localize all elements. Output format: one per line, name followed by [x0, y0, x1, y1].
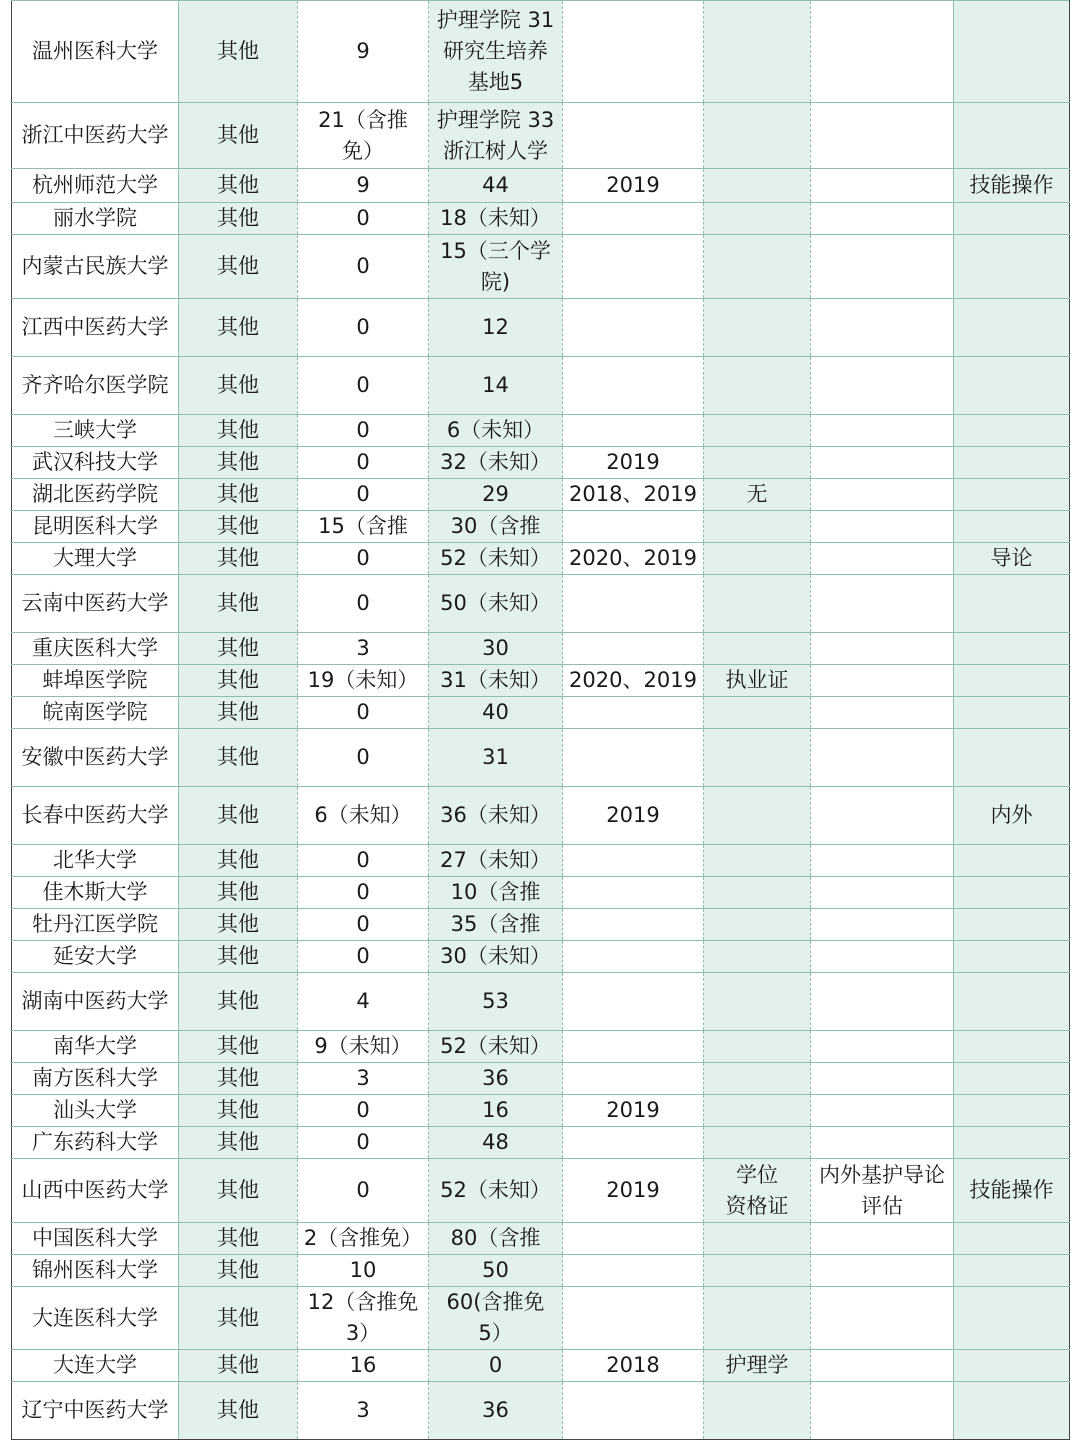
- table-cell-c7: [811, 511, 954, 543]
- table-cell-school: 南华大学: [12, 1031, 179, 1063]
- table-cell-c7: [811, 103, 954, 169]
- table-cell-year: [563, 103, 704, 169]
- table-cell-type: 其他: [179, 299, 298, 357]
- table-cell-year: [563, 235, 704, 299]
- table-cell-school: 三峡大学: [12, 415, 179, 447]
- table-cell-type: 其他: [179, 1287, 298, 1350]
- table-cell-c8: 导论: [954, 543, 1070, 575]
- table-cell-c7: [811, 1287, 954, 1350]
- table-cell-school: 南方医科大学: [12, 1063, 179, 1095]
- table-cell-c3: 3: [298, 1382, 429, 1440]
- table-row: [12, 941, 1070, 973]
- table-cell-c4: 10（含推: [429, 877, 563, 909]
- table-cell-c8: [954, 1, 1070, 103]
- table-cell-c4: 0: [429, 1350, 563, 1382]
- table-cell-type: 其他: [179, 203, 298, 235]
- table-cell-year: 2018、2019: [563, 479, 704, 511]
- table-cell-c8: [954, 1031, 1070, 1063]
- table-cell-c7: [811, 575, 954, 633]
- table-cell-c3: 4: [298, 973, 429, 1031]
- table-cell-type: 其他: [179, 1063, 298, 1095]
- table-row: [12, 235, 1070, 299]
- table-cell-type: 其他: [179, 357, 298, 415]
- table-cell-c6: [704, 697, 811, 729]
- table-cell-type: 其他: [179, 1095, 298, 1127]
- table-row: [12, 1063, 1070, 1095]
- table-cell-c6: [704, 357, 811, 415]
- table-cell-c3: 21（含推 免）: [298, 103, 429, 169]
- table-cell-c6: [704, 447, 811, 479]
- table-cell-c7: [811, 909, 954, 941]
- table-cell-school: 浙江中医药大学: [12, 103, 179, 169]
- table-cell-c8: [954, 633, 1070, 665]
- table-cell-type: 其他: [179, 845, 298, 877]
- table-cell-school: 辽宁中医药大学: [12, 1382, 179, 1440]
- table-cell-c8: [954, 299, 1070, 357]
- table-cell-type: 其他: [179, 909, 298, 941]
- table-cell-c7: [811, 633, 954, 665]
- table-cell-c7: [811, 235, 954, 299]
- table-cell-year: [563, 511, 704, 543]
- table-cell-c4: 44: [429, 169, 563, 203]
- table-cell-c8: [954, 203, 1070, 235]
- table-cell-c7: [811, 357, 954, 415]
- table-cell-c7: [811, 1223, 954, 1255]
- table-cell-c4: 14: [429, 357, 563, 415]
- table-cell-c6: [704, 1095, 811, 1127]
- table-cell-type: 其他: [179, 575, 298, 633]
- table-cell-c4: 6（未知）: [429, 415, 563, 447]
- table-cell-school: 延安大学: [12, 941, 179, 973]
- table-cell-school: 蚌埠医学院: [12, 665, 179, 697]
- table-cell-year: 2020、2019: [563, 543, 704, 575]
- table-cell-c6: [704, 1382, 811, 1440]
- table-cell-school: 牡丹江医学院: [12, 909, 179, 941]
- table-cell-c3: 0: [298, 845, 429, 877]
- table-cell-school: 内蒙古民族大学: [12, 235, 179, 299]
- table-cell-type: 其他: [179, 511, 298, 543]
- table-cell-c8: [954, 415, 1070, 447]
- table-cell-school: 广东药科大学: [12, 1127, 179, 1159]
- table-cell-c6: 学位 资格证: [704, 1159, 811, 1223]
- table-row: [12, 169, 1070, 203]
- table-cell-c7: [811, 1, 954, 103]
- table-cell-c4: 31（未知）: [429, 665, 563, 697]
- table-cell-school: 佳木斯大学: [12, 877, 179, 909]
- table-cell-year: [563, 633, 704, 665]
- table-row: [12, 1223, 1070, 1255]
- table-cell-c3: 0: [298, 941, 429, 973]
- table-cell-school: 温州医科大学: [12, 1, 179, 103]
- table-cell-c6: [704, 941, 811, 973]
- table-row: [12, 1, 1070, 103]
- table-row: [12, 633, 1070, 665]
- table-cell-type: 其他: [179, 103, 298, 169]
- table-cell-year: 2018: [563, 1350, 704, 1382]
- table-cell-c7: [811, 941, 954, 973]
- table-row: [12, 203, 1070, 235]
- table-cell-c4: 30: [429, 633, 563, 665]
- table-cell-year: 2019: [563, 1095, 704, 1127]
- table-row: [12, 415, 1070, 447]
- table-cell-school: 皖南医学院: [12, 697, 179, 729]
- table-cell-c4: 53: [429, 973, 563, 1031]
- table-cell-school: 重庆医科大学: [12, 633, 179, 665]
- table-cell-c4: 31: [429, 729, 563, 787]
- table-cell-year: [563, 357, 704, 415]
- table-cell-c3: 3: [298, 633, 429, 665]
- table-cell-year: [563, 575, 704, 633]
- table-cell-year: [563, 909, 704, 941]
- table-cell-year: [563, 1063, 704, 1095]
- table-cell-c7: [811, 203, 954, 235]
- table-row: [12, 1255, 1070, 1287]
- table-cell-c6: [704, 1287, 811, 1350]
- table-cell-c4: 60(含推免 5）: [429, 1287, 563, 1350]
- table-cell-c7: [811, 543, 954, 575]
- table-cell-c7: [811, 973, 954, 1031]
- table-row: [12, 697, 1070, 729]
- table-cell-c7: [811, 447, 954, 479]
- table-cell-c8: [954, 1350, 1070, 1382]
- table-cell-c6: [704, 415, 811, 447]
- table-cell-c6: [704, 1223, 811, 1255]
- table-cell-type: 其他: [179, 1350, 298, 1382]
- table-cell-type: 其他: [179, 169, 298, 203]
- table-cell-type: 其他: [179, 941, 298, 973]
- table-row: [12, 543, 1070, 575]
- table-cell-c3: 0: [298, 1159, 429, 1223]
- table-cell-c3: 9: [298, 1, 429, 103]
- table-cell-year: [563, 203, 704, 235]
- table-cell-c6: [704, 1127, 811, 1159]
- table-cell-c6: [704, 299, 811, 357]
- table-cell-c6: [704, 575, 811, 633]
- table-cell-c8: [954, 511, 1070, 543]
- table-cell-c4: 52（未知）: [429, 543, 563, 575]
- table-cell-year: [563, 1031, 704, 1063]
- table-cell-year: 2019: [563, 169, 704, 203]
- table-cell-c8: [954, 665, 1070, 697]
- table-cell-c8: [954, 941, 1070, 973]
- table-cell-type: 其他: [179, 447, 298, 479]
- table-cell-c7: [811, 1127, 954, 1159]
- table-cell-school: 大连医科大学: [12, 1287, 179, 1350]
- table-cell-c4: 36: [429, 1382, 563, 1440]
- table-cell-c8: [954, 909, 1070, 941]
- table-cell-type: 其他: [179, 787, 298, 845]
- table-row: [12, 973, 1070, 1031]
- table-cell-type: 其他: [179, 665, 298, 697]
- table-cell-c3: 9（未知）: [298, 1031, 429, 1063]
- table-cell-c8: [954, 973, 1070, 1031]
- table-row: [12, 845, 1070, 877]
- table-cell-c6: [704, 543, 811, 575]
- table-cell-type: 其他: [179, 1127, 298, 1159]
- table-cell-c6: [704, 511, 811, 543]
- table-cell-c4: 12: [429, 299, 563, 357]
- table-cell-type: 其他: [179, 877, 298, 909]
- table-cell-c6: [704, 633, 811, 665]
- table-cell-c7: [811, 729, 954, 787]
- table-row: [12, 665, 1070, 697]
- table-cell-c8: 技能操作: [954, 169, 1070, 203]
- table-cell-c6: [704, 203, 811, 235]
- table-row: [12, 299, 1070, 357]
- table-cell-type: 其他: [179, 1159, 298, 1223]
- table-cell-c7: [811, 1255, 954, 1287]
- table-row: [12, 103, 1070, 169]
- table-cell-c3: 19（未知）: [298, 665, 429, 697]
- table-row: [12, 1159, 1070, 1223]
- table-cell-c7: [811, 299, 954, 357]
- table-cell-school: 北华大学: [12, 845, 179, 877]
- table-cell-c8: 内外: [954, 787, 1070, 845]
- table-cell-school: 安徽中医药大学: [12, 729, 179, 787]
- table-cell-c6: [704, 1031, 811, 1063]
- table-row: [12, 447, 1070, 479]
- table-cell-c4: 80（含推: [429, 1223, 563, 1255]
- table-row: [12, 1095, 1070, 1127]
- table-cell-school: 汕头大学: [12, 1095, 179, 1127]
- table-cell-c3: 0: [298, 479, 429, 511]
- table-cell-type: 其他: [179, 973, 298, 1031]
- table-cell-year: [563, 1, 704, 103]
- table-cell-c8: [954, 103, 1070, 169]
- table-row: [12, 575, 1070, 633]
- data-table-sheet: [11, 0, 1069, 1440]
- table-row: [12, 729, 1070, 787]
- table-cell-c8: [954, 1095, 1070, 1127]
- table-cell-c8: [954, 697, 1070, 729]
- table-cell-c3: 0: [298, 1095, 429, 1127]
- table-cell-c8: [954, 1127, 1070, 1159]
- table-cell-c3: 0: [298, 909, 429, 941]
- table-cell-c7: [811, 415, 954, 447]
- table-cell-c4: 35（含推: [429, 909, 563, 941]
- table-cell-school: 云南中医药大学: [12, 575, 179, 633]
- table-cell-c7: [811, 877, 954, 909]
- table-cell-c6: [704, 845, 811, 877]
- table-cell-school: 长春中医药大学: [12, 787, 179, 845]
- table-cell-c6: [704, 103, 811, 169]
- table-cell-c7: [811, 1382, 954, 1440]
- table-cell-c6: [704, 909, 811, 941]
- table-cell-c3: 0: [298, 877, 429, 909]
- table-cell-c3: 9: [298, 169, 429, 203]
- table-cell-year: [563, 415, 704, 447]
- table-cell-c6: 执业证: [704, 665, 811, 697]
- table-cell-c7: [811, 1063, 954, 1095]
- university-table: [11, 0, 1070, 1440]
- table-cell-school: 江西中医药大学: [12, 299, 179, 357]
- table-cell-c8: [954, 235, 1070, 299]
- table-cell-year: [563, 1255, 704, 1287]
- table-cell-c3: 0: [298, 697, 429, 729]
- table-cell-year: 2019: [563, 1159, 704, 1223]
- table-cell-c3: 0: [298, 447, 429, 479]
- table-cell-year: [563, 973, 704, 1031]
- table-cell-c4: 护理学院 33 浙江树人学: [429, 103, 563, 169]
- table-cell-school: 齐齐哈尔医学院: [12, 357, 179, 415]
- table-row: [12, 1350, 1070, 1382]
- table-cell-type: 其他: [179, 697, 298, 729]
- table-cell-year: [563, 1223, 704, 1255]
- table-cell-school: 山西中医药大学: [12, 1159, 179, 1223]
- table-cell-type: 其他: [179, 543, 298, 575]
- table-cell-c8: [954, 729, 1070, 787]
- table-cell-c6: [704, 169, 811, 203]
- table-cell-c6: [704, 729, 811, 787]
- table-cell-c6: 护理学: [704, 1350, 811, 1382]
- table-cell-c4: 50（未知）: [429, 575, 563, 633]
- table-cell-school: 杭州师范大学: [12, 169, 179, 203]
- table-cell-c3: 0: [298, 1127, 429, 1159]
- table-cell-year: [563, 1127, 704, 1159]
- table-cell-year: [563, 729, 704, 787]
- table-cell-c6: 无: [704, 479, 811, 511]
- table-row: [12, 1127, 1070, 1159]
- table-cell-c4: 16: [429, 1095, 563, 1127]
- table-cell-c7: [811, 665, 954, 697]
- table-cell-school: 大连大学: [12, 1350, 179, 1382]
- table-cell-c3: 10: [298, 1255, 429, 1287]
- table-cell-school: 湖南中医药大学: [12, 973, 179, 1031]
- table-cell-c3: 0: [298, 543, 429, 575]
- table-cell-type: 其他: [179, 1031, 298, 1063]
- table-cell-c7: [811, 787, 954, 845]
- table-cell-c8: [954, 357, 1070, 415]
- table-cell-c7: [811, 169, 954, 203]
- table-cell-c8: [954, 447, 1070, 479]
- table-cell-year: 2019: [563, 447, 704, 479]
- table-cell-c6: [704, 235, 811, 299]
- table-cell-c7: [811, 1350, 954, 1382]
- table-cell-school: 湖北医药学院: [12, 479, 179, 511]
- table-cell-year: [563, 299, 704, 357]
- table-cell-c6: [704, 877, 811, 909]
- table-cell-c3: 2（含推免）: [298, 1223, 429, 1255]
- table-row: [12, 877, 1070, 909]
- table-cell-type: 其他: [179, 1, 298, 103]
- table-cell-c8: [954, 845, 1070, 877]
- table-cell-c4: 36（未知）: [429, 787, 563, 845]
- table-cell-c4: 15（三个学 院): [429, 235, 563, 299]
- table-cell-c7: [811, 479, 954, 511]
- table-cell-c3: 16: [298, 1350, 429, 1382]
- table-cell-year: [563, 1287, 704, 1350]
- table-cell-c3: 6（未知）: [298, 787, 429, 845]
- table-row: [12, 787, 1070, 845]
- table-cell-c8: [954, 575, 1070, 633]
- table-cell-c3: 0: [298, 575, 429, 633]
- table-cell-c8: [954, 1255, 1070, 1287]
- table-cell-c3: 0: [298, 203, 429, 235]
- table-cell-c3: 3: [298, 1063, 429, 1095]
- table-cell-c4: 18（未知）: [429, 203, 563, 235]
- table-row: [12, 357, 1070, 415]
- table-cell-type: 其他: [179, 235, 298, 299]
- table-cell-c3: 0: [298, 235, 429, 299]
- table-cell-c4: 40: [429, 697, 563, 729]
- table-cell-type: 其他: [179, 1223, 298, 1255]
- table-cell-year: [563, 1382, 704, 1440]
- table-cell-c3: 0: [298, 415, 429, 447]
- table-cell-c6: [704, 1255, 811, 1287]
- table-cell-type: 其他: [179, 479, 298, 511]
- table-cell-year: [563, 697, 704, 729]
- table-cell-c4: 32（未知）: [429, 447, 563, 479]
- table-cell-c6: [704, 787, 811, 845]
- table-cell-school: 昆明医科大学: [12, 511, 179, 543]
- table-cell-school: 锦州医科大学: [12, 1255, 179, 1287]
- table-cell-c4: 27（未知）: [429, 845, 563, 877]
- table-cell-c8: [954, 1287, 1070, 1350]
- table-row: [12, 511, 1070, 543]
- table-cell-c8: [954, 877, 1070, 909]
- table-cell-c4: 护理学院 31 研究生培养 基地5: [429, 1, 563, 103]
- table-cell-school: 大理大学: [12, 543, 179, 575]
- table-cell-c4: 29: [429, 479, 563, 511]
- table-row: [12, 1031, 1070, 1063]
- table-cell-c3: 0: [298, 357, 429, 415]
- table-cell-c4: 30（未知）: [429, 941, 563, 973]
- table-cell-c7: 内外基护导论 评估: [811, 1159, 954, 1223]
- table-cell-type: 其他: [179, 729, 298, 787]
- table-row: [12, 1382, 1070, 1440]
- table-cell-c8: [954, 1063, 1070, 1095]
- table-cell-c8: [954, 1382, 1070, 1440]
- table-cell-type: 其他: [179, 415, 298, 447]
- table-cell-c3: 0: [298, 299, 429, 357]
- table-cell-c4: 48: [429, 1127, 563, 1159]
- table-cell-c4: 52（未知）: [429, 1031, 563, 1063]
- table-cell-c6: [704, 973, 811, 1031]
- table-cell-c7: [811, 845, 954, 877]
- table-cell-year: 2020、2019: [563, 665, 704, 697]
- table-cell-c6: [704, 1, 811, 103]
- table-cell-c3: 12（含推免 3）: [298, 1287, 429, 1350]
- table-cell-c3: 15（含推: [298, 511, 429, 543]
- table-cell-c4: 50: [429, 1255, 563, 1287]
- table-cell-school: 武汉科技大学: [12, 447, 179, 479]
- table-cell-c3: 0: [298, 729, 429, 787]
- table-cell-c7: [811, 1095, 954, 1127]
- table-cell-year: [563, 845, 704, 877]
- table-cell-c8: [954, 479, 1070, 511]
- table-cell-c8: [954, 1223, 1070, 1255]
- table-cell-school: 丽水学院: [12, 203, 179, 235]
- table-cell-year: [563, 877, 704, 909]
- table-cell-c4: 36: [429, 1063, 563, 1095]
- table-row: [12, 479, 1070, 511]
- table-cell-c4: 30（含推: [429, 511, 563, 543]
- table-row: [12, 1287, 1070, 1350]
- table-cell-year: 2019: [563, 787, 704, 845]
- table-cell-type: 其他: [179, 633, 298, 665]
- table-cell-school: 中国医科大学: [12, 1223, 179, 1255]
- table-cell-c6: [704, 1063, 811, 1095]
- table-cell-c7: [811, 1031, 954, 1063]
- table-cell-type: 其他: [179, 1382, 298, 1440]
- table-cell-year: [563, 941, 704, 973]
- table-cell-type: 其他: [179, 1255, 298, 1287]
- table-cell-c7: [811, 697, 954, 729]
- table-cell-c8: 技能操作: [954, 1159, 1070, 1223]
- table-cell-c4: 52（未知）: [429, 1159, 563, 1223]
- table-row: [12, 909, 1070, 941]
